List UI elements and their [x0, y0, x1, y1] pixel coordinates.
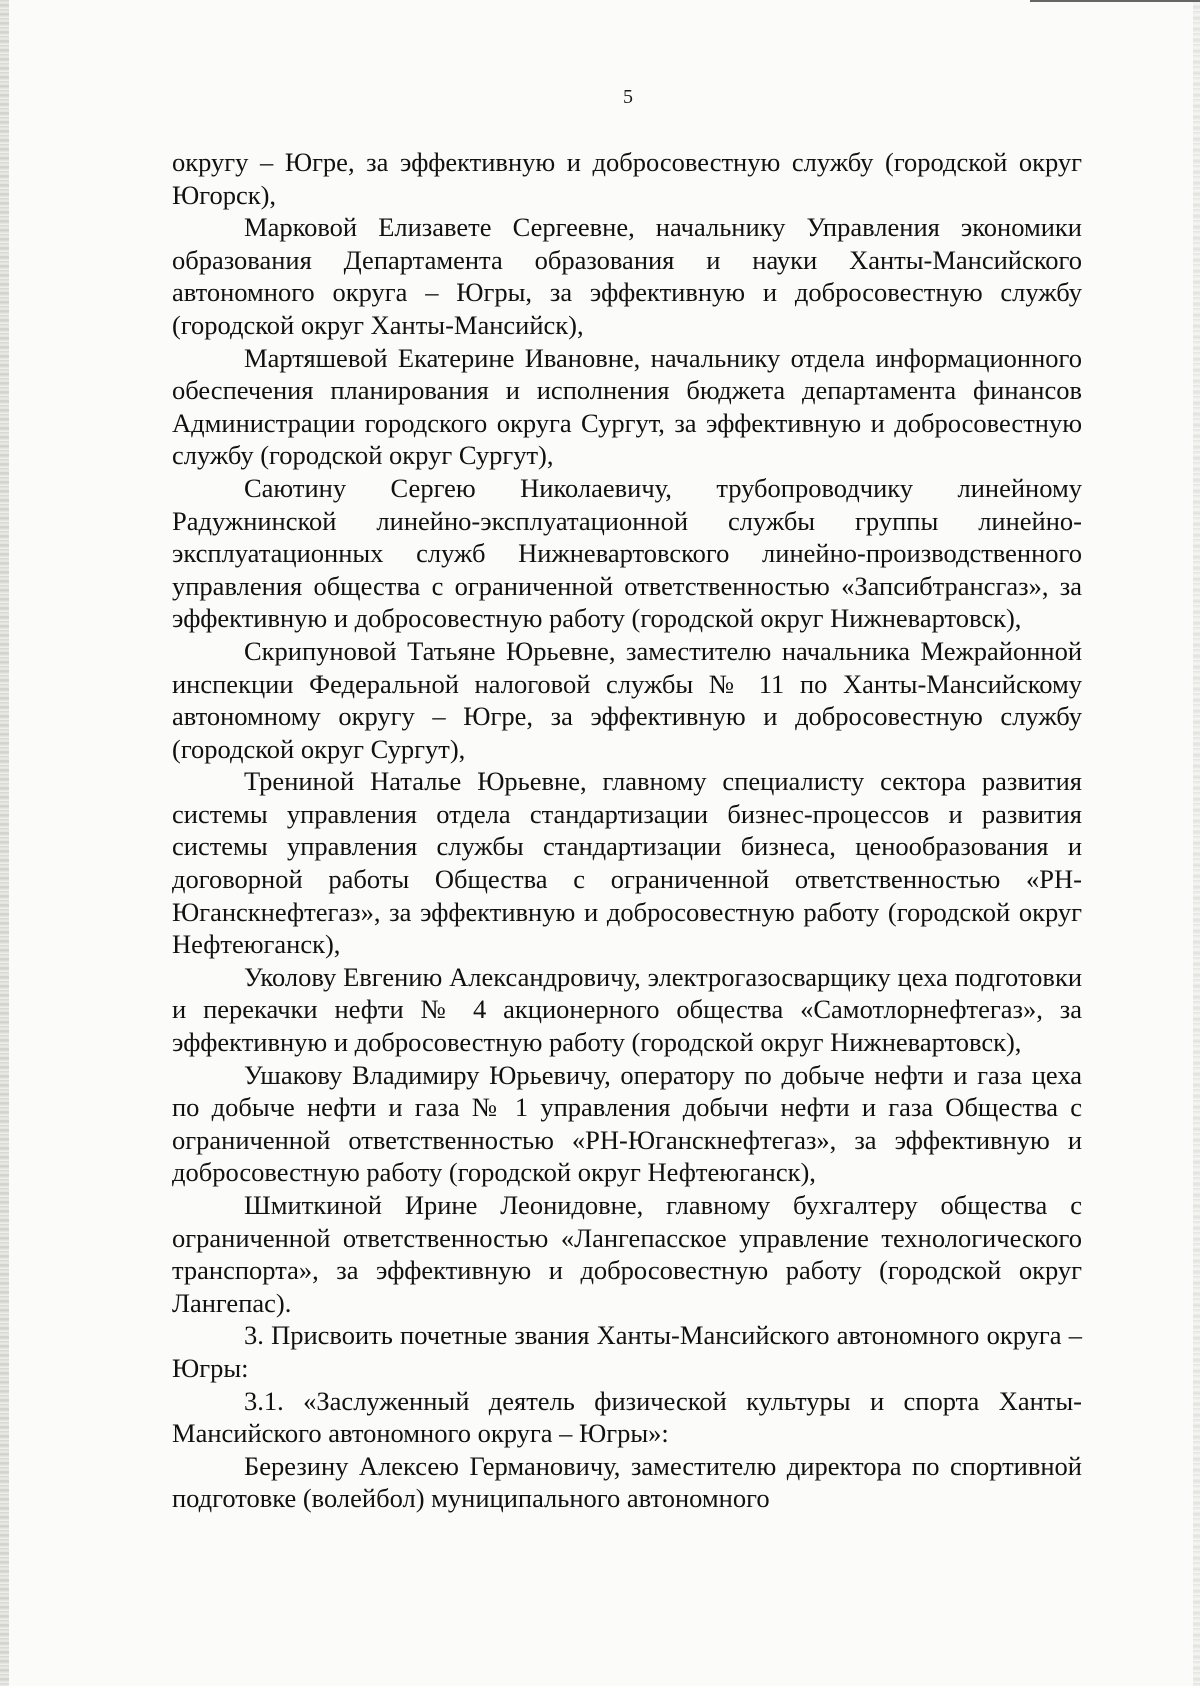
- paragraph: Шмиткиной Ирине Леонидовне, главному бухгалтеру общества с ограниченной ответственностью «Лангепасское управление технологического транспорта», за эффективную и добросовестную работу (городской округ Лангепас).: [172, 1190, 1082, 1318]
- scan-edge-right: [1193, 0, 1200, 1686]
- paragraph: Саютину Сергею Николаевичу, трубопроводчику линейному Радужнинской линейно-эксплуатационной службы группы линейно-эксплуатационных служб Нижневартовского линейно-производственного управления общества с ограниченной ответственностью «Запсибтрансгаз», за эффективную и добросовестную работу (городской округ Нижневартовск),: [172, 472, 1082, 634]
- paragraph: Березину Алексею Германовичу, заместителю директора по спортивной подготовке (волейбол) муниципального автономного: [172, 1450, 1082, 1514]
- paragraph: округу – Югре, за эффективную и добросовестную службу (городской округ Югорск),: [172, 147, 1082, 210]
- scan-edge-left: [0, 0, 9, 1686]
- paragraph: Мартяшевой Екатерине Ивановне, начальнику отдела информационного обеспечения планирования и исполнения бюджета департамента финансов Администрации городского округа Сургут, за эффективную и добросовестную службу (городской округ Сургут),: [172, 342, 1082, 471]
- paragraph: 3. Присвоить почетные звания Ханты-Мансийского автономного округа – Югры:: [172, 1320, 1082, 1383]
- paragraph: Ушакову Владимиру Юрьевичу, оператору по добыче нефти и газа цеха по добыче нефти и газа № 1 управления добычи нефти и газа Общества с ограниченной ответственностью «РН-Юганскнефтегаз», за эффективную и добросовестную работу (городской округ Нефтеюганск),: [172, 1059, 1082, 1188]
- paragraph: Уколову Евгению Александровичу, электрогазосварщику цеха подготовки и перекачки нефти № 4 акционерного общества «Самотлорнефтегаз», за эффективную и добросовестную работу (городской округ Нижневартовск),: [172, 961, 1082, 1058]
- document-body: [172, 146, 1082, 1515]
- scan-line-top: [1030, 0, 1200, 2]
- page-number: 5: [623, 86, 633, 108]
- paragraph: Марковой Елизавете Сергеевне, начальнику Управления экономики образования Департамента образования и науки Ханты-Мансийского автономного округа – Югры, за эффективную и добросовестную службу (городской округ Ханты-Мансийск),: [172, 212, 1082, 340]
- paragraph: 3.1. «Заслуженный деятель физической культуры и спорта Ханты-Мансийского автономного округа – Югры»:: [172, 1385, 1082, 1449]
- paragraph: Трениной Наталье Юрьевне, главному специалисту сектора развития системы управления отдела стандартизации бизнес-процессов и развития системы управления службы стандартизации бизнеса, ценообразования и договорной работы Общества с ограниченной ответственностью «РН-Юганскнефтегаз», за эффективную и добросовестную работу (городской округ Нефтеюганск),: [172, 766, 1082, 960]
- paragraph: Скрипуновой Татьяне Юрьевне, заместителю начальника Межрайонной инспекции Федеральной налоговой службы № 11 по Ханты-Мансийскому автономному округу – Югре, за эффективную и добросовестную службу (городской округ Сургут),: [172, 635, 1082, 764]
